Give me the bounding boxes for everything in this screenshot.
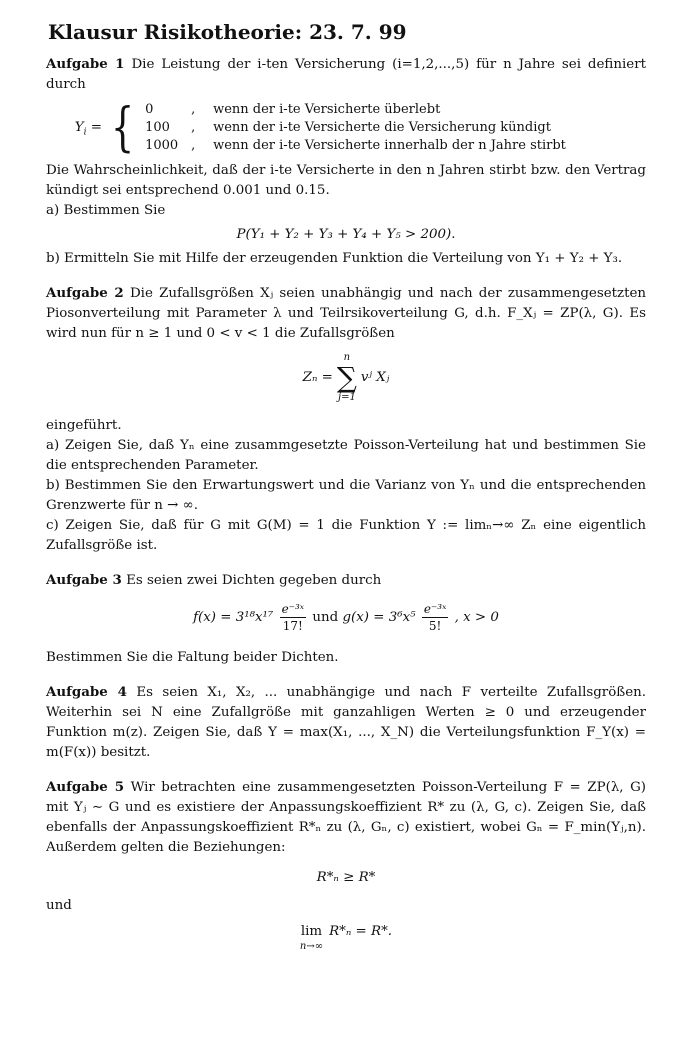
left-brace-icon: {	[110, 98, 135, 158]
task-2-part-a: a) Zeigen Sie, daß Yₙ eine zusammgesetzte Poisson-Verteilung hat und bestimmen Sie die entsprechenden Parameter.	[46, 438, 646, 473]
task-1-part-a: a) Bestimmen Sie	[46, 203, 166, 218]
limit-formula	[46, 922, 646, 952]
task-5-and: und	[46, 898, 72, 913]
task-2-intro-text: Die Zufallsgrößen Xⱼ seien unabhängig und nach der zusammengesetzten Piosonverteilung mit Parameter λ und Teilrsikoverteilung G, d.h. F_Xⱼ = ZP(λ, G). Es wird nun für n ≥ 1 und 0 < v < 1 die Zufallsgrößen	[46, 286, 646, 341]
case-row: 100 , wenn der i-te Versicherte die Versicherung kündigt	[145, 120, 551, 135]
task-1-formula-a: P(Y₁ + Y₂ + Y₃ + Y₄ + Y₅ > 200).	[236, 227, 456, 242]
task-1-label: Aufgabe 1	[46, 56, 125, 72]
sigma-icon: n ∑ j=1	[336, 352, 357, 403]
f-fraction: $\frac{\text{e⁻³ˣ}}{17!}$	[281, 602, 305, 633]
task-1-intro-text: Die Leistung der i-ten Versicherung (i=1,2,...,5) für n Jahre sei definiert durch	[46, 57, 646, 92]
g-fraction: $\frac{\text{e⁻³ˣ}}{5!}$	[423, 602, 447, 633]
cases-table	[145, 101, 572, 155]
sum-term: vʲ Xⱼ	[360, 370, 390, 385]
task-1-probabilities: Die Wahrscheinlichkeit, daß der i-te Versicherte in den n Jahren stirbt bzw. den Vertrag kündigt sei entsprechend 0.001 und 0.15.	[46, 163, 646, 198]
task-3-intro	[46, 570, 646, 591]
task-3-instruction: Bestimmen Sie die Faltung beider Dichten.	[46, 650, 339, 665]
task-2-label: Aufgabe 2	[46, 285, 124, 301]
limit-operator: lim n→∞	[299, 924, 324, 952]
task-4-label: Aufgabe 4	[46, 684, 127, 700]
task-1	[46, 54, 646, 269]
task-3-intro-text: Es seien zwei Dichten gegeben durch	[126, 573, 382, 588]
piecewise-lhs: $Y_i$ =	[74, 120, 102, 138]
task-1-part-b: b) Ermitteln Sie mit Hilfe der erzeugenden Funktion die Verteilung von Y₁ + Y₂ + Y₃.	[46, 251, 623, 266]
task-5-inequality: R*ₙ ≥ R*	[316, 870, 376, 885]
task-5	[46, 777, 646, 952]
task-2-part-b: b) Bestimmen Sie den Erwartungswert und die Varianz von Yₙ und die entsprechenden Grenzwerte für n → ∞.	[46, 478, 646, 513]
case-row: 1000 , wenn der i-te Versicherte innerhalb der n Jahre stirbt	[145, 138, 566, 153]
task-2-after: eingeführt.	[46, 418, 122, 433]
task-5-label: Aufgabe 5	[46, 779, 125, 795]
page-title: Klausur Risikotheorie: 23. 7. 99	[48, 20, 407, 44]
task-4	[46, 682, 646, 763]
task-2-intro	[46, 283, 646, 344]
task-1-intro	[46, 54, 646, 95]
case-row: 0 , wenn der i-te Versicherte überlebt	[145, 102, 441, 117]
piecewise-definition	[56, 98, 646, 158]
task-4-text: Aufgabe 4 Es seien X₁, X₂, ... unabhängige und nach F verteilte Zufallsgrößen. Weiterhin sei N eine Zufallgröße mit ganzahligen Werten ≥ 0 und erzeugender Funktion m(z). Zeigen Sie, daß Y = max(X₁, ..., X_N) die Verteilungsfunktion F_Y(x) = m(F(x)) besitzt.	[46, 684, 647, 760]
task-2	[46, 283, 646, 556]
sum-lhs: Zₙ =	[302, 370, 333, 385]
task-5-text: Aufgabe 5 Wir betrachten eine zusammengesetzten Poisson-Verteilung F = ZP(λ, G) mit Yⱼ ∼ G und es existiere der Anpassungskoeffizient R* zu (λ, G, c). Zeigen Sie, daß ebenfalls der Anpassungskoeffizient R*ₙ zu (λ, Gₙ, c) existiert, wobei Gₙ = F_min(Yⱼ,n). Außerdem gelten die Beziehungen:	[46, 779, 646, 855]
density-formula: f(x) = 3¹⁸x¹⁷ $\frac{\text{e⁻³ˣ}}{17!}$ und g(x) = 3⁶x⁵ $\frac{\text{e⁻³ˣ}}{5!}$ , x > 0	[193, 602, 499, 633]
task-3-label: Aufgabe 3	[46, 572, 122, 588]
sum-formula	[46, 352, 646, 404]
task-2-part-c: c) Zeigen Sie, daß für G mit G(M) = 1 die Funktion Y := limₙ→∞ Zₙ eine eigentlich Zufallsgröße ist.	[46, 518, 646, 553]
limit-expression: R*ₙ = R*.	[329, 924, 393, 939]
task-3	[46, 570, 646, 668]
